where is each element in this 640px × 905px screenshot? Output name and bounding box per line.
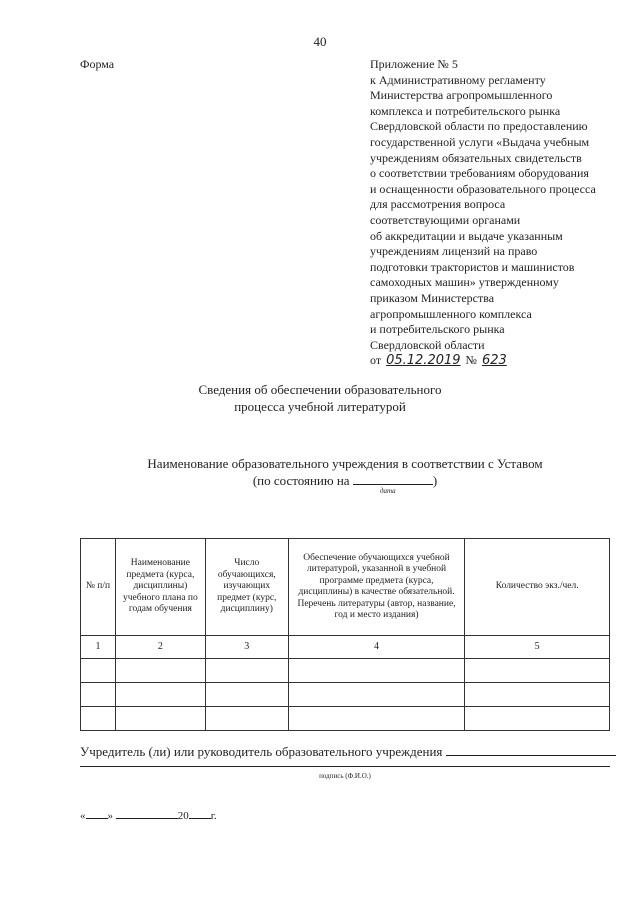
appendix-line: самоходных машин» утвержденному: [370, 275, 559, 290]
table-row: [81, 683, 610, 707]
header-literature: Обеспечение обучающихся учебной литературой, указанной в учебной программе предмета (курса, дисциплины) в качестве обязательной. Перечень литературы (автор, название, год и место издания): [288, 539, 465, 636]
signature-line[interactable]: [80, 765, 610, 767]
page-number: 40: [313, 34, 327, 49]
founder-name-blank[interactable]: [446, 743, 616, 756]
col-number-3: 3: [205, 636, 288, 659]
header-subject: Наименование предмета (курса, дисциплины) учебного плана по годам обучения: [115, 539, 205, 636]
appendix-line: Приложение № 5: [370, 57, 458, 71]
day-blank[interactable]: [86, 808, 108, 819]
appendix-line: учреждениям лицензий на право: [370, 244, 538, 259]
appendix-line: приказом Министерства: [370, 290, 495, 305]
header-number: № п/п: [81, 539, 116, 636]
year-blank[interactable]: [189, 808, 211, 819]
table-cell[interactable]: [465, 683, 610, 707]
appendix-line: Свердловской области: [370, 337, 485, 352]
header-students: Число обучающихся, изучающих предмет (курс, дисциплину): [205, 539, 288, 636]
appendix-line: о соответствии требованиям оборудования: [370, 166, 589, 181]
close-quote: »: [107, 810, 113, 822]
appendix-line: агропромышленного комплекса: [370, 306, 532, 321]
document-title: [0, 381, 640, 415]
table-cell[interactable]: [205, 707, 288, 731]
col-number-2: 2: [115, 636, 205, 659]
table-cell[interactable]: [288, 659, 465, 683]
table-cell[interactable]: [115, 707, 205, 731]
appendix-line: и оснащенности образовательного процесса: [370, 181, 596, 196]
table-cell[interactable]: [81, 707, 116, 731]
org-line-2: [0, 472, 640, 489]
appendix-line: соответствующими органами: [370, 212, 521, 227]
signature-caption: подпись (Ф.И.О.): [319, 772, 371, 780]
header-quantity: Количество экз./чел.: [465, 539, 610, 636]
open-quote: «: [80, 810, 86, 822]
date-caption: дата: [380, 487, 396, 495]
table-number-row: [81, 636, 610, 659]
as-of-date-blank[interactable]: [353, 472, 433, 485]
order-number-label: №: [465, 353, 477, 368]
table-header-row: [81, 539, 610, 636]
table-cell[interactable]: [465, 659, 610, 683]
org-name-block: [0, 455, 640, 489]
table-cell[interactable]: [288, 707, 465, 731]
table-cell[interactable]: [115, 659, 205, 683]
year-prefix: 20: [177, 810, 189, 822]
title-line-2: процесса учебной литературой: [234, 399, 406, 414]
appendix-line: Свердловской области по предоставлению: [370, 119, 588, 134]
appendix-line: к Административному регламенту: [370, 72, 546, 87]
as-of-prefix: (по состоянию на: [252, 473, 350, 488]
title-line-1: Сведения об обеспечении образовательного: [198, 382, 442, 397]
table-cell[interactable]: [465, 707, 610, 731]
table-cell[interactable]: [115, 683, 205, 707]
month-blank[interactable]: [116, 808, 178, 819]
appendix-line: учреждениям обязательных свидетельств: [370, 150, 582, 165]
appendix-line: об аккредитации и выдаче указанным: [370, 228, 563, 243]
table-row: [81, 707, 610, 731]
as-of-suffix: ): [432, 473, 438, 488]
org-line-1: Наименование образовательного учреждения в соответствии с Уставом: [147, 456, 543, 471]
col-number-5: 5: [465, 636, 610, 659]
appendix-line: комплекса и потребительского рынка: [370, 103, 561, 118]
signing-date-line: [80, 808, 217, 822]
order-line: [370, 353, 620, 369]
order-number: 623: [481, 353, 507, 369]
literature-table: [80, 538, 610, 731]
table-cell[interactable]: [81, 659, 116, 683]
table-cell[interactable]: [205, 659, 288, 683]
appendix-block: [370, 57, 620, 369]
order-prefix: от: [370, 353, 382, 368]
founder-line: [80, 743, 616, 760]
col-number-4: 4: [288, 636, 465, 659]
appendix-line: Министерства агропромышленного: [370, 88, 553, 103]
table-cell[interactable]: [288, 683, 465, 707]
appendix-line: для рассмотрения вопроса: [370, 197, 506, 212]
form-label: Форма: [80, 57, 115, 71]
year-suffix: г.: [210, 810, 217, 822]
appendix-line: подготовки трактористов и машинистов: [370, 259, 575, 274]
order-date: 05.12.2019: [386, 353, 461, 369]
appendix-line: государственной услуги «Выдача учебным: [370, 134, 590, 149]
table-row: [81, 659, 610, 683]
table-cell[interactable]: [81, 683, 116, 707]
appendix-line: и потребительского рынка: [370, 322, 505, 337]
founder-label: Учредитель (ли) или руководитель образовательного учреждения: [80, 744, 443, 759]
table-cell[interactable]: [205, 683, 288, 707]
col-number-1: 1: [81, 636, 116, 659]
